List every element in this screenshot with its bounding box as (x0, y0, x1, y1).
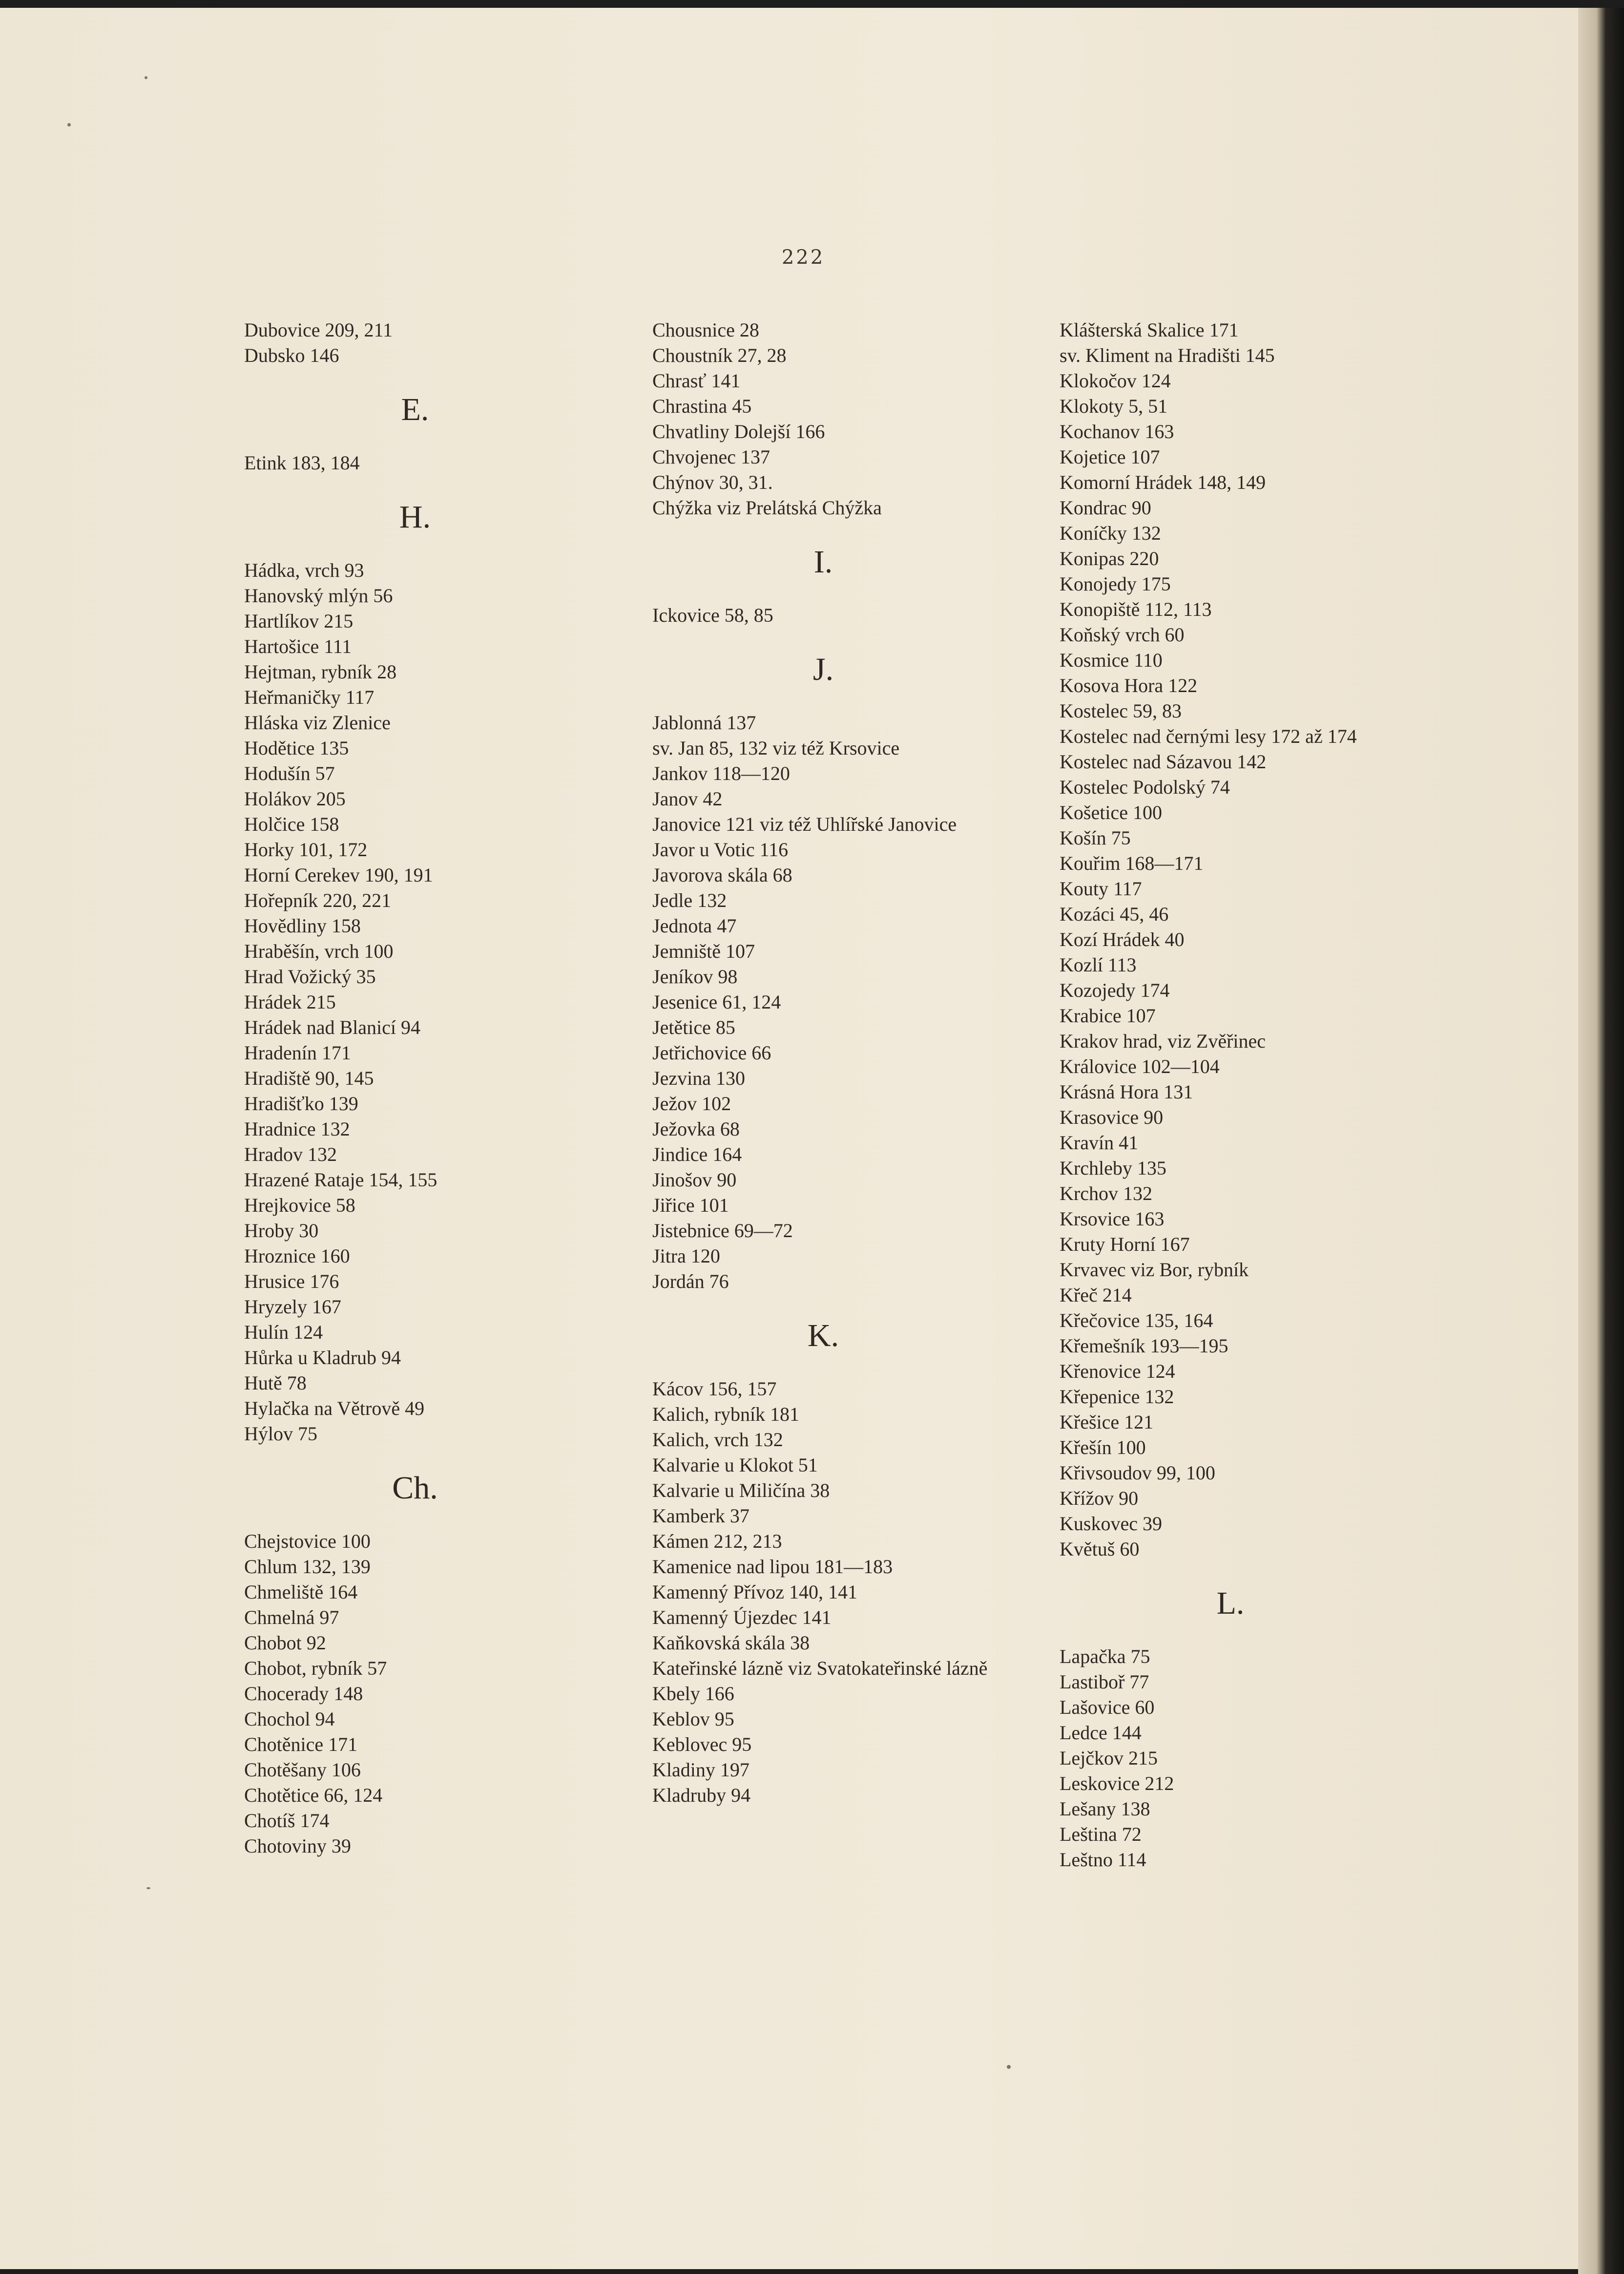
index-entry: Kozáci 45, 46 (1060, 903, 1169, 925)
section-letter-heading: Ch. (392, 1470, 438, 1506)
index-entry: Holčice 158 (244, 813, 339, 835)
section-letter-heading: H. (399, 499, 431, 535)
index-entry: Křemešník 193—195 (1060, 1335, 1228, 1357)
index-entry: Kozlí 113 (1060, 954, 1137, 976)
index-entry: Konipas 220 (1060, 547, 1159, 569)
index-entry: Křížov 90 (1060, 1487, 1139, 1509)
index-entry: Kalich, vrch 132 (652, 1429, 783, 1451)
index-entry: Komorní Hrádek 148, 149 (1060, 471, 1266, 493)
index-entry: Jankov 118—120 (652, 762, 790, 784)
index-entry: Krabice 107 (1060, 1005, 1156, 1027)
index-entry: Hovědliny 158 (244, 915, 361, 937)
index-entry: Křenovice 124 (1060, 1360, 1175, 1382)
index-entry: Krchleby 135 (1060, 1157, 1166, 1179)
index-entry: Chochol 94 (244, 1708, 335, 1730)
index-entry: Kateřinské lázně viz Svatokateřinské lázně (652, 1657, 988, 1679)
index-entry: Janov 42 (652, 788, 723, 810)
index-entry: Leština 72 (1060, 1823, 1142, 1845)
index-entry: Hradov 132 (244, 1143, 337, 1165)
index-entry: Chotětice 66, 124 (244, 1784, 383, 1806)
index-entry: Krvavec viz Bor, rybník (1060, 1259, 1249, 1281)
index-entry: Jitra 120 (652, 1245, 720, 1267)
index-entry: Křečovice 135, 164 (1060, 1309, 1213, 1331)
index-column-2 (652, 317, 994, 1808)
index-entry: Kbely 166 (652, 1683, 734, 1705)
index-entry: Hořepník 220, 221 (244, 889, 392, 911)
index-entry: Hartošice 111 (244, 635, 352, 657)
index-entry: Křešice 121 (1060, 1411, 1154, 1433)
index-entry: Jindice 164 (652, 1143, 742, 1165)
index-entry: Jetřichovice 66 (652, 1042, 771, 1064)
index-entry: Dubsko 146 (244, 344, 339, 366)
index-entry: Křepenice 132 (1060, 1386, 1174, 1408)
index-entry: Kladiny 197 (652, 1759, 750, 1781)
index-entry: Kozí Hrádek 40 (1060, 928, 1185, 950)
index-entry: Hroznice 160 (244, 1245, 350, 1267)
index-entry: Hryzely 167 (244, 1296, 341, 1318)
index-entry: Jinošov 90 (652, 1169, 737, 1191)
paper-speck (146, 1887, 150, 1889)
index-entry: sv. Jan 85, 132 viz též Krsovice (652, 737, 900, 759)
index-entry: Chotěnice 171 (244, 1733, 358, 1755)
index-entry: Kuskovec 39 (1060, 1513, 1162, 1535)
index-entry: Lastiboř 77 (1060, 1671, 1149, 1693)
index-entry: Keblov 95 (652, 1708, 734, 1730)
index-entry: Jetětice 85 (652, 1016, 735, 1038)
index-entry: Hroby 30 (244, 1220, 319, 1242)
index-entry: Kamenice nad lipou 181—183 (652, 1556, 893, 1578)
index-entry: Jordán 76 (652, 1270, 729, 1292)
index-entry: Holákov 205 (244, 788, 346, 810)
index-entry: Lešany 138 (1060, 1798, 1150, 1820)
index-entry: Košetice 100 (1060, 801, 1162, 823)
index-entry: Leskovice 212 (1060, 1772, 1174, 1794)
index-entry: Chotoviny 39 (244, 1835, 351, 1857)
section-letter-heading: K. (807, 1318, 839, 1353)
book-page (0, 8, 1606, 2269)
index-entry: Kouty 117 (1060, 878, 1142, 900)
index-entry: Královice 102—104 (1060, 1055, 1220, 1077)
index-entry: Hodušín 57 (244, 762, 335, 784)
index-entry: Krasovice 90 (1060, 1106, 1164, 1128)
index-entry: Chýnov 30, 31. (652, 471, 773, 493)
book-spine-shadow (1578, 8, 1624, 2274)
index-entry: Janovice 121 viz též Uhlířské Janovice (652, 813, 957, 835)
index-entry: Krsovice 163 (1060, 1208, 1165, 1230)
index-entry: Kruty Horní 167 (1060, 1233, 1190, 1255)
index-entry: Kostelec 59, 83 (1060, 700, 1182, 722)
index-entry: Chýžka viz Prelátská Chýžka (652, 497, 882, 519)
index-entry: Jablonná 137 (652, 712, 756, 734)
index-entry: Jesenice 61, 124 (652, 991, 781, 1013)
paper-speck (1007, 2065, 1011, 2069)
index-entry: Heřmaničky 117 (244, 686, 375, 708)
index-entry: Leštno 114 (1060, 1849, 1146, 1871)
index-entry: Kamenný Přívoz 140, 141 (652, 1581, 857, 1603)
index-entry: Choustník 27, 28 (652, 344, 787, 366)
index-entry: Hradnice 132 (244, 1118, 350, 1140)
index-entry: Hádka, vrch 93 (244, 559, 364, 581)
index-entry: Kojetice 107 (1060, 446, 1160, 468)
section-letter-heading: E. (401, 392, 429, 427)
index-entry: Hutě 78 (244, 1372, 307, 1394)
index-entry: Chotíš 174 (244, 1810, 330, 1832)
index-entry: Kamberk 37 (652, 1505, 750, 1527)
index-entry: Kravín 41 (1060, 1132, 1139, 1154)
index-entry: Krakov hrad, viz Zvěřinec (1060, 1030, 1266, 1052)
index-entry: Kozojedy 174 (1060, 979, 1170, 1001)
index-entry: Jedle 132 (652, 889, 727, 911)
index-entry: Chmelná 97 (244, 1606, 339, 1628)
index-entry: Jednota 47 (652, 915, 737, 937)
index-entry: Kochanov 163 (1060, 421, 1174, 442)
index-entry: Hanovský mlýn 56 (244, 585, 393, 607)
index-entry: Chobot 92 (244, 1632, 326, 1654)
index-entry: Klášterská Skalice 171 (1060, 319, 1239, 341)
index-entry: Hradenín 171 (244, 1042, 351, 1064)
index-entry: Hrejkovice 58 (244, 1194, 355, 1216)
index-entry: Hartlíkov 215 (244, 610, 354, 632)
index-entry: Lašovice 60 (1060, 1696, 1155, 1718)
index-entry: Chrastina 45 (652, 395, 752, 417)
index-entry: Chmeliště 164 (244, 1581, 358, 1603)
index-entry: Kostelec Podolský 74 (1060, 776, 1230, 798)
index-entry: Hrádek 215 (244, 991, 336, 1013)
index-entry: Kalvarie u Klokot 51 (652, 1454, 818, 1476)
index-entry: Javorova skála 68 (652, 864, 792, 886)
index-entry: Chrasť 141 (652, 370, 741, 392)
index-entry: Etink 183, 184 (244, 452, 360, 474)
index-entry: Hůrka u Kladrub 94 (244, 1347, 401, 1369)
index-entry: Koňský vrch 60 (1060, 624, 1185, 646)
index-entry: Kladruby 94 (652, 1784, 751, 1806)
index-column-3 (1060, 317, 1401, 1873)
index-entry: Lapačka 75 (1060, 1645, 1150, 1667)
index-entry: Křešín 100 (1060, 1436, 1146, 1458)
index-column-1 (244, 317, 586, 1859)
index-entry: Hraběšín, vrch 100 (244, 940, 394, 962)
index-entry: Keblovec 95 (652, 1733, 752, 1755)
index-entry: Hradiště 90, 145 (244, 1067, 374, 1089)
index-entry: Ježov 102 (652, 1093, 731, 1115)
index-entry: sv. Kliment na Hradišti 145 (1060, 344, 1275, 366)
index-entry: Jistebnice 69—72 (652, 1220, 793, 1242)
index-entry: Chousnice 28 (652, 319, 759, 341)
index-entry: Jemniště 107 (652, 940, 755, 962)
index-entry: Jezvina 130 (652, 1067, 745, 1089)
paper-speck (145, 76, 147, 79)
index-entry: Krchov 132 (1060, 1182, 1152, 1204)
index-entry: Konojedy 175 (1060, 573, 1171, 595)
index-entry: Chlum 132, 139 (244, 1556, 371, 1578)
index-entry: Kosova Hora 122 (1060, 674, 1198, 696)
index-entry: Kalvarie u Miličína 38 (652, 1479, 830, 1501)
index-entry: Kosmice 110 (1060, 649, 1163, 671)
index-entry: Jeníkov 98 (652, 966, 738, 988)
index-entry: Hulín 124 (244, 1321, 323, 1343)
index-entry: Ickovice 58, 85 (652, 604, 773, 626)
index-entry: Hrazené Rataje 154, 155 (244, 1169, 437, 1191)
section-letter-heading: I. (813, 544, 833, 580)
section-letter-heading: L. (1216, 1585, 1245, 1621)
index-entry: Chobot, rybník 57 (244, 1657, 387, 1679)
index-entry: Křeč 214 (1060, 1284, 1132, 1306)
section-letter-heading: J. (812, 652, 834, 687)
index-entry: Horky 101, 172 (244, 839, 368, 861)
index-entry: Lejčkov 215 (1060, 1747, 1158, 1769)
index-entry: Chotěšany 106 (244, 1759, 361, 1781)
index-entry: Hejtman, rybník 28 (244, 661, 397, 683)
paper-speck (67, 123, 71, 126)
index-entry: Kámen 212, 213 (652, 1530, 782, 1552)
index-entry: Hylačka na Větrově 49 (244, 1397, 425, 1419)
index-entry: Hrusice 176 (244, 1270, 339, 1292)
page-number: 222 (781, 246, 825, 269)
index-entry: Chvojenec 137 (652, 446, 770, 468)
index-entry: Hýlov 75 (244, 1423, 317, 1445)
index-entry: Hláska viz Zlenice (244, 712, 391, 734)
index-entry: Kalich, rybník 181 (652, 1403, 800, 1425)
index-entry: Hradišťko 139 (244, 1093, 358, 1115)
index-entry: Košín 75 (1060, 827, 1131, 849)
index-entry: Křivsoudov 99, 100 (1060, 1462, 1215, 1484)
index-entry: Kamenný Újezdec 141 (652, 1606, 832, 1628)
index-entry: Chejstovice 100 (244, 1530, 371, 1552)
index-entry: Květuš 60 (1060, 1538, 1140, 1560)
index-entry: Hrádek nad Blanicí 94 (244, 1016, 420, 1038)
index-entry: Javor u Votic 116 (652, 839, 789, 861)
index-entry: Jiřice 101 (652, 1194, 729, 1216)
index-entry: Kostelec nad černými lesy 172 až 174 (1060, 725, 1357, 747)
index-entry: Chocerady 148 (244, 1683, 363, 1705)
index-entry: Dubovice 209, 211 (244, 319, 393, 341)
index-entry: Krásná Hora 131 (1060, 1081, 1193, 1103)
index-entry: Klokočov 124 (1060, 370, 1171, 392)
index-entry: Konopiště 112, 113 (1060, 598, 1212, 620)
index-entry: Hrad Vožický 35 (244, 966, 376, 988)
index-entry: Kácov 156, 157 (652, 1378, 777, 1400)
index-entry: Chvatliny Dolejší 166 (652, 421, 825, 442)
index-entry: Kouřim 168—171 (1060, 852, 1204, 874)
index-entry: Kaňkovská skála 38 (652, 1632, 810, 1654)
index-entry: Kondrac 90 (1060, 497, 1151, 519)
index-entry: Ježovka 68 (652, 1118, 740, 1140)
index-entry: Horní Cerekev 190, 191 (244, 864, 433, 886)
index-entry: Klokoty 5, 51 (1060, 395, 1168, 417)
index-entry: Hodětice 135 (244, 737, 349, 759)
index-entry: Koníčky 132 (1060, 522, 1161, 544)
index-entry: Ledce 144 (1060, 1722, 1142, 1744)
index-entry: Kostelec nad Sázavou 142 (1060, 751, 1267, 773)
